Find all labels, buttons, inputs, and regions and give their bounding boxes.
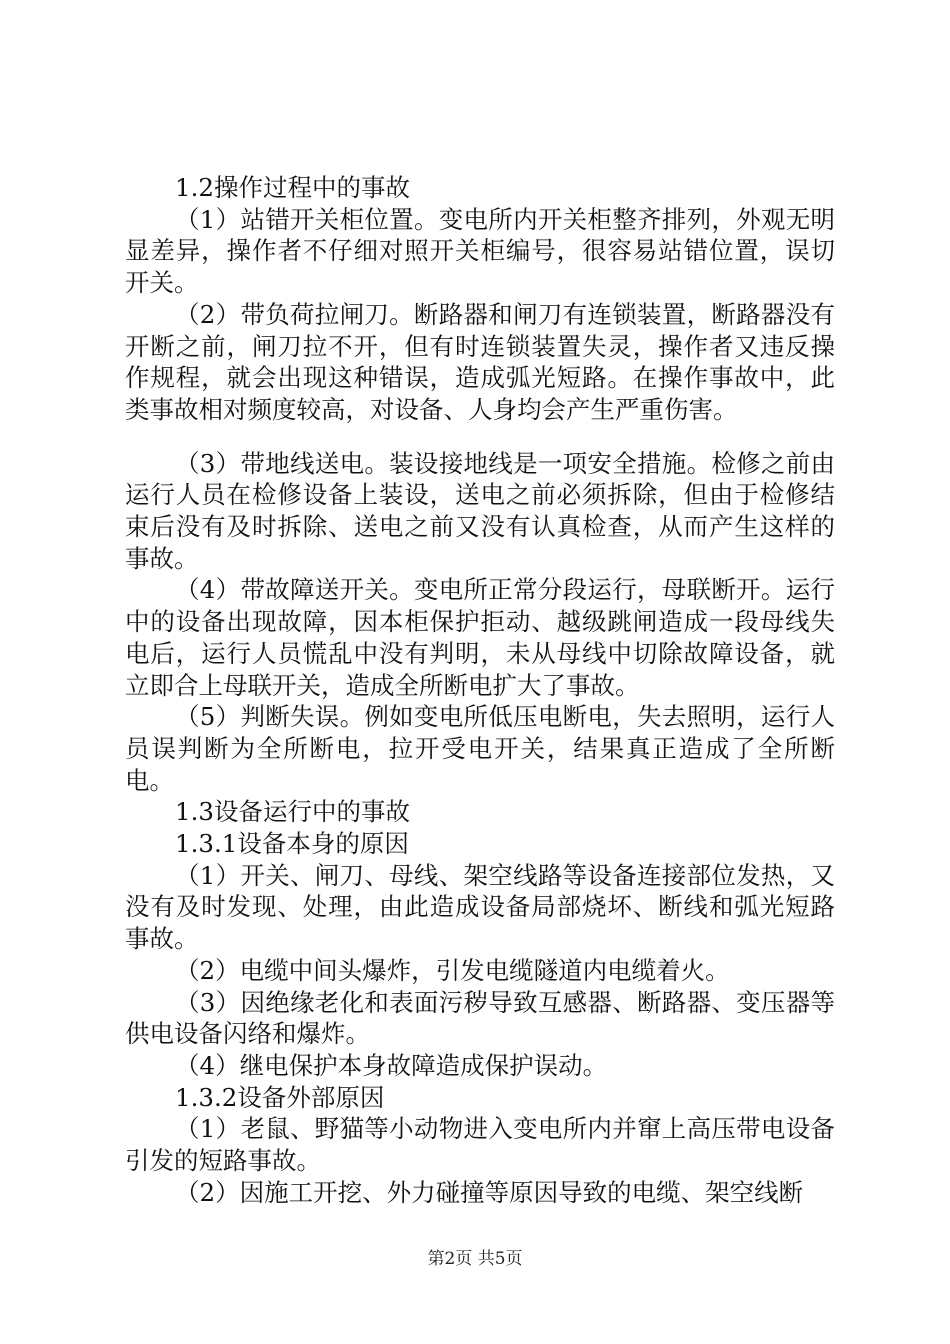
paragraph: （3）因绝缘老化和表面污秽导致互感器、断路器、变压器等供电设备闪络和爆炸。 [125,987,835,1049]
paragraph: （5）判断失误。例如变电所低压电断电，失去照明，运行人员误判断为全所断电，拉开受电开关，结果真正造成了全所断电。 [125,702,835,795]
paragraph: （2）带负荷拉闸刀。断路器和闸刀有连锁装置，断路器没有开断之前，闸刀拉不开，但有时连锁装置失灵，操作者又违反操作规程，就会出现这种错误，造成弧光短路。在操作事故中，此类事故相对频度较高，对设备、人身均会产生严重伤害。 [125,299,835,424]
paragraph: （3）带地线送电。装设接地线是一项安全措施。检修之前由运行人员在检修设备上装设，送电之前必须拆除，但由于检修结束后没有及时拆除、送电之前又没有认真检查，从而产生这样的事故。 [125,448,835,573]
page-footer: 第2页 共5页 [427,1249,523,1269]
paragraph: （1）开关、闸刀、母线、架空线路等设备连接部位发热，又没有及时发现、处理，由此造成设备局部烧坏、断线和弧光短路事故。 [125,860,835,954]
paragraph: （4）带故障送开关。变电所正常分段运行，母联断开。运行中的设备出现故障，因本柜保护拒动、越级跳闸造成一段母线失电后，运行人员慌乱中没有判明，未从母线中切除故障设备，就立即合上母联开关，造成全所断电扩大了事故。 [125,575,835,700]
paragraph: （4）继电保护本身故障造成保护误动。 [175,1050,608,1080]
section-heading: 1.2操作过程中的事故 [175,173,410,202]
subsection-heading: 1.3.1设备本身的原因 [175,829,409,859]
paragraph: （2）因施工开挖、外力碰撞等原因导致的电缆、架空线断 [175,1177,804,1207]
paragraph: （2）电缆中间头爆炸，引发电缆隧道内电缆着火。 [175,955,730,985]
subsection-heading: 1.3.2设备外部原因 [175,1082,385,1112]
paragraph: （1）老鼠、野猫等小动物进入变电所内并窜上高压带电设备引发的短路事故。 [125,1114,835,1176]
section-heading: 1.3设备运行中的事故 [175,797,410,827]
document-body [125,172,835,1209]
paragraph: （1）站错开关柜位置。变电所内开关柜整齐排列，外观无明显差异，操作者不仔细对照开关柜编号，很容易站错位置，误切开关。 [125,204,835,298]
